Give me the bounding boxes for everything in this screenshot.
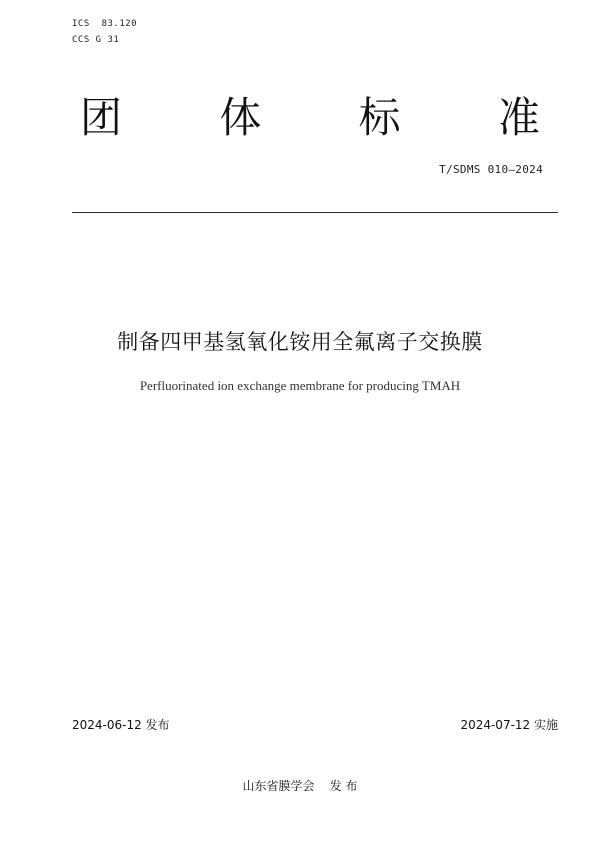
ccs-code: CCS G 31: [72, 35, 120, 45]
standard-type-char: 团: [80, 93, 123, 142]
issue-date: 2024-06-12 发布: [72, 718, 170, 732]
document-title-chinese: 制备四甲基氢氧化铵用全氟离子交换膜: [117, 330, 483, 354]
standard-type-heading: [80, 90, 540, 146]
standard-type-char: 标: [358, 93, 401, 142]
ics-code: ICS 83.120: [72, 19, 138, 29]
publisher: 山东省膜学会 发 布: [242, 779, 358, 793]
standard-type-char: 体: [219, 93, 262, 142]
standard-number: T/SDMS 010—2024: [439, 163, 543, 176]
classification-codes: [72, 16, 137, 48]
document-title-english: Perfluorinated ion exchange membrane for producing TMAH: [139, 378, 461, 393]
implementation-date: 2024-07-12 实施: [460, 718, 558, 732]
standard-type-char: 准: [497, 93, 540, 142]
header-divider: [72, 212, 558, 213]
